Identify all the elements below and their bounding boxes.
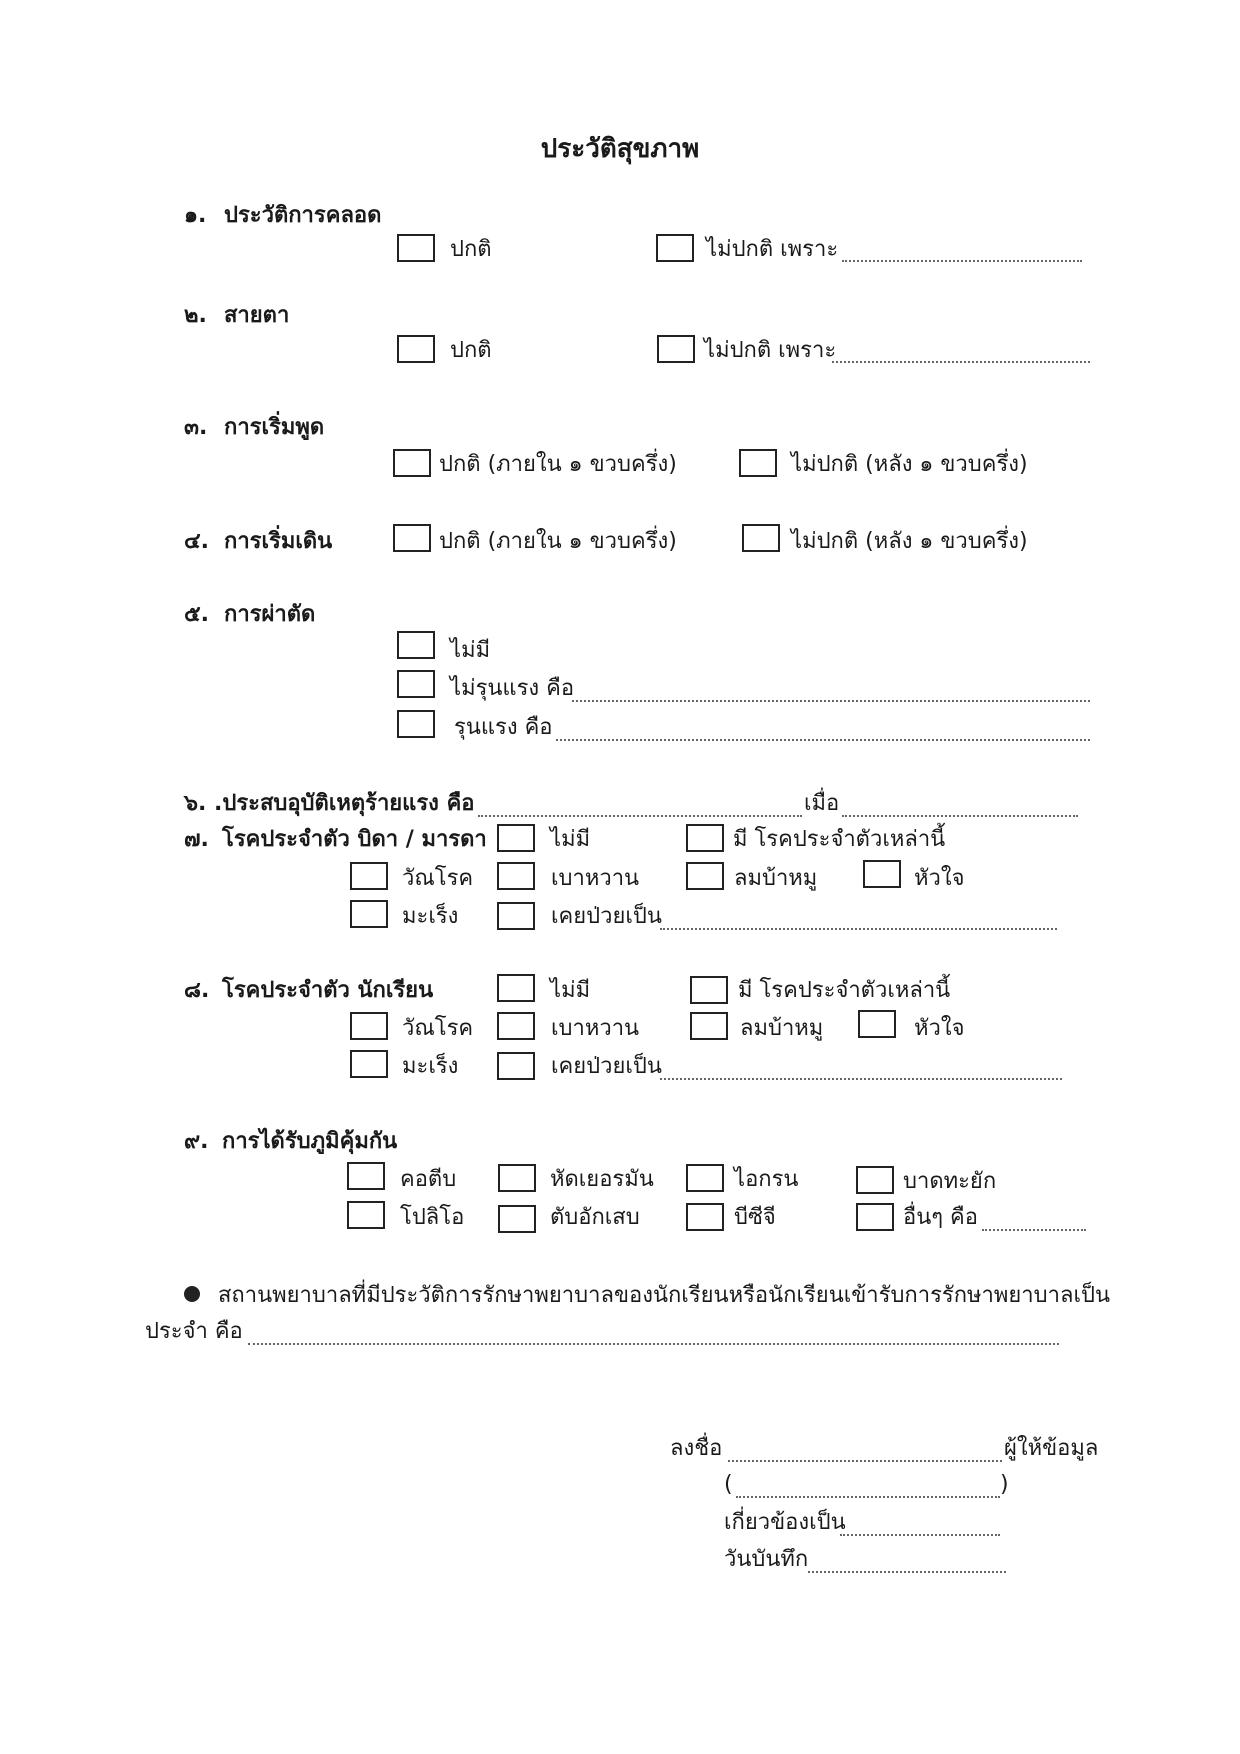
name-open-paren: ( <box>724 1472 733 1497</box>
s7-none-checkbox[interactable] <box>497 824 535 852</box>
s9-polio-label: โปลิโอ <box>400 1205 465 1230</box>
s7-other-label: เคยป่วยเป็น <box>551 904 662 929</box>
s9-pertussis-checkbox[interactable] <box>686 1164 724 1192</box>
page-title: ประวัติสุขภาพ <box>540 134 700 164</box>
s5-major-checkbox[interactable] <box>397 710 435 738</box>
s2-reason-field[interactable] <box>832 361 1090 363</box>
s7-epilepsy-checkbox[interactable] <box>686 862 724 890</box>
s6-when-field[interactable] <box>842 815 1078 817</box>
s9-diphtheria-label: คอตีบ <box>400 1167 457 1192</box>
s2-normal-label: ปกติ <box>450 338 492 363</box>
s5-major-label: รุนแรง คือ <box>454 715 553 740</box>
s2-num: ๒. <box>184 303 207 328</box>
s7-tb-label: วัณโรค <box>402 866 474 891</box>
s3-num: ๓. <box>184 415 208 440</box>
s3-normal-label: ปกติ (ภายใน ๑ ขวบครึ่ง) <box>439 452 677 477</box>
s8-other-checkbox[interactable] <box>497 1052 535 1080</box>
s6-when-label: เมื่อ <box>804 791 840 816</box>
s9-other-checkbox[interactable] <box>856 1203 894 1231</box>
s1-normal-label: ปกติ <box>450 237 492 262</box>
s1-abnormal-label: ไม่ปกติ เพราะ <box>706 237 839 262</box>
s4-normal-checkbox[interactable] <box>393 524 431 552</box>
s4-abnormal-checkbox[interactable] <box>742 524 780 552</box>
s8-diabetes-label: เบาหวาน <box>551 1016 640 1041</box>
bullet-icon <box>184 1286 200 1302</box>
s7-cancer-label: มะเร็ง <box>402 904 459 929</box>
name-close-paren: ) <box>1000 1472 1009 1497</box>
date-label: วันบันทึก <box>724 1547 809 1572</box>
s9-tetanus-label: บาดทะยัก <box>903 1169 997 1194</box>
s7-other-field[interactable] <box>660 928 1057 930</box>
s9-measles-label: หัดเยอรมัน <box>550 1167 654 1192</box>
hospital-field[interactable] <box>248 1343 1059 1345</box>
s5-major-field[interactable] <box>556 739 1090 741</box>
s5-none-checkbox[interactable] <box>397 631 435 659</box>
s5-minor-field[interactable] <box>572 700 1090 702</box>
s5-minor-label: ไม่รุนแรง คือ <box>450 676 575 701</box>
s7-heart-checkbox[interactable] <box>863 860 901 888</box>
s8-has-label: มี โรคประจำตัวเหล่านี้ <box>738 978 951 1003</box>
s7-epilepsy-label: ลมบ้าหมู <box>734 866 818 891</box>
s7-diabetes-checkbox[interactable] <box>497 862 535 890</box>
s3-abnormal-label: ไม่ปกติ (หลัง ๑ ขวบครึ่ง) <box>791 452 1028 477</box>
s9-num: ๙. <box>184 1129 209 1154</box>
s9-label: การได้รับภูมิคุ้มกัน <box>222 1129 398 1154</box>
s1-abnormal-checkbox[interactable] <box>656 234 694 262</box>
s2-abnormal-checkbox[interactable] <box>657 335 695 363</box>
s8-num: ๘. <box>184 978 210 1003</box>
s8-none-label: ไม่มี <box>550 978 591 1003</box>
s7-has-checkbox[interactable] <box>686 824 724 852</box>
s7-none-label: ไม่มี <box>550 827 591 852</box>
s8-epilepsy-label: ลมบ้าหมู <box>740 1016 824 1041</box>
s8-other-label: เคยป่วยเป็น <box>551 1054 662 1079</box>
s3-label: การเริ่มพูด <box>224 415 325 440</box>
s8-diabetes-checkbox[interactable] <box>497 1012 535 1040</box>
s7-num: ๗. <box>184 827 209 852</box>
s9-polio-checkbox[interactable] <box>347 1201 385 1229</box>
sign-field[interactable] <box>728 1460 1002 1462</box>
s4-abnormal-label: ไม่ปกติ (หลัง ๑ ขวบครึ่ง) <box>791 529 1028 554</box>
s8-cancer-label: มะเร็ง <box>402 1054 459 1079</box>
s7-has-label: มี โรคประจำตัวเหล่านี้ <box>733 827 946 852</box>
s5-label: การผ่าตัด <box>224 602 316 627</box>
s9-bcg-checkbox[interactable] <box>686 1203 724 1231</box>
informant-label: ผู้ให้ข้อมูล <box>1004 1436 1099 1461</box>
s5-none-label: ไม่มี <box>450 638 491 663</box>
s8-other-field[interactable] <box>660 1078 1062 1080</box>
s7-tb-checkbox[interactable] <box>350 862 388 890</box>
s9-tetanus-checkbox[interactable] <box>856 1166 894 1194</box>
s8-tb-label: วัณโรค <box>402 1016 474 1041</box>
s1-label: ประวัติการคลอด <box>224 203 382 228</box>
s2-normal-checkbox[interactable] <box>397 335 435 363</box>
s8-tb-checkbox[interactable] <box>350 1012 388 1040</box>
s2-abnormal-label: ไม่ปกติ เพราะ <box>704 338 837 363</box>
s8-label: โรคประจำตัว นักเรียน <box>222 978 434 1003</box>
s9-pertussis-label: ไอกรน <box>734 1167 799 1192</box>
s9-other-label: อื่นๆ คือ <box>903 1205 978 1230</box>
s8-none-checkbox[interactable] <box>497 974 535 1002</box>
s8-heart-checkbox[interactable] <box>858 1010 896 1038</box>
sign-label: ลงชื่อ <box>670 1436 723 1461</box>
s7-diabetes-label: เบาหวาน <box>551 866 640 891</box>
s2-label: สายตา <box>224 303 290 328</box>
s7-other-checkbox[interactable] <box>497 902 535 930</box>
s4-label: การเริ่มเดิน <box>224 529 333 554</box>
hospital-question-line2: ประจำ คือ <box>145 1319 243 1344</box>
s1-normal-checkbox[interactable] <box>397 234 435 262</box>
date-field[interactable] <box>808 1571 1006 1573</box>
s7-heart-label: หัวใจ <box>914 866 965 891</box>
hospital-question-line1: สถานพยาบาลที่มีประวัติการรักษาพยาบาลของนักเรียนหรือนักเรียนเข้ารับการรักษาพยาบาลเป็น <box>218 1283 1110 1308</box>
s6-accident-field[interactable] <box>478 815 802 817</box>
s1-num: ๑. <box>184 203 207 228</box>
s6-label: .ประสบอุบัติเหตุร้ายแรง คือ <box>214 791 475 816</box>
s9-other-field[interactable] <box>982 1229 1086 1231</box>
s7-cancer-checkbox[interactable] <box>350 900 388 928</box>
s9-hepatitis-checkbox[interactable] <box>498 1205 536 1233</box>
s4-num: ๔. <box>184 529 210 554</box>
relation-field[interactable] <box>840 1534 1000 1536</box>
s9-measles-checkbox[interactable] <box>498 1164 536 1192</box>
s9-diphtheria-checkbox[interactable] <box>347 1162 385 1190</box>
s8-epilepsy-checkbox[interactable] <box>690 1012 728 1040</box>
printed-name-field[interactable] <box>736 1496 1000 1498</box>
s3-normal-checkbox[interactable] <box>393 449 431 477</box>
s8-heart-label: หัวใจ <box>914 1016 965 1041</box>
relation-label: เกี่ยวข้องเป็น <box>724 1510 846 1535</box>
s4-normal-label: ปกติ (ภายใน ๑ ขวบครึ่ง) <box>439 529 677 554</box>
s6-num: ๖. <box>184 791 207 816</box>
s5-num: ๕. <box>184 602 210 627</box>
s8-has-checkbox[interactable] <box>690 976 728 1004</box>
s8-cancer-checkbox[interactable] <box>350 1050 388 1078</box>
s9-bcg-label: บีซีจี <box>734 1205 776 1230</box>
s1-reason-field[interactable] <box>842 260 1082 262</box>
s5-minor-checkbox[interactable] <box>397 670 435 698</box>
s3-abnormal-checkbox[interactable] <box>739 449 777 477</box>
s9-hepatitis-label: ตับอักเสบ <box>550 1205 640 1230</box>
s7-label: โรคประจำตัว บิดา / มารดา <box>222 827 487 852</box>
